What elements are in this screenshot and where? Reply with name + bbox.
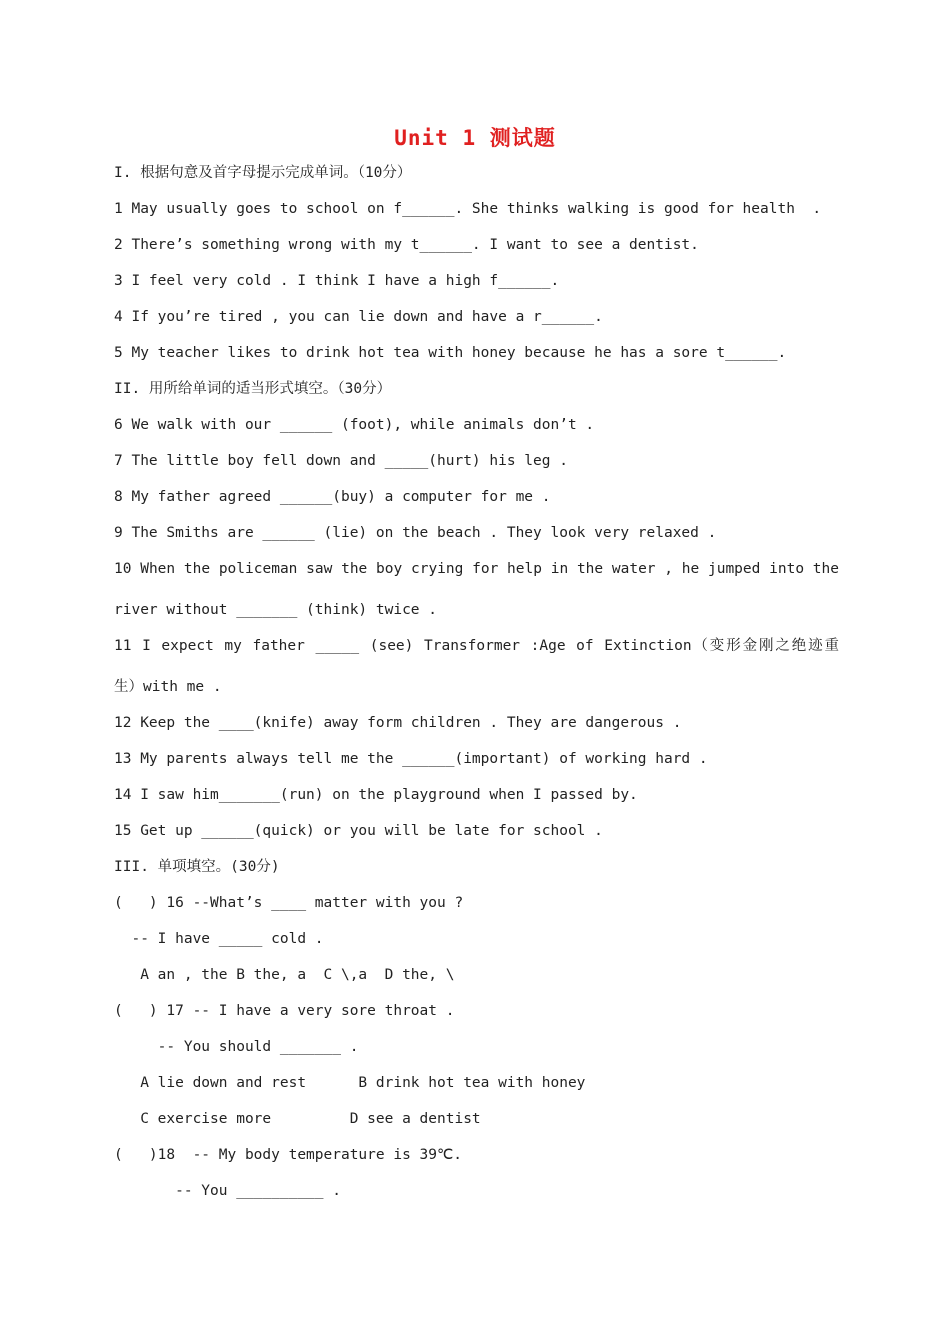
question-2: 2 There’s something wrong with my t______. I want to see a dentist. <box>114 237 699 253</box>
question-12: 12 Keep the ____(knife) away form children . They are dangerous . <box>114 715 682 731</box>
question-17-options-cd: C exercise more D see a dentist <box>114 1111 481 1127</box>
question-18: ( )18 -- My body temperature is 39℃. <box>114 1147 463 1163</box>
question-7: 7 The little boy fell down and _____(hurt) his leg . <box>114 453 568 469</box>
question-10: 10 When the policeman saw the boy crying for help in the water , he jumped into the <box>114 561 839 577</box>
question-17-reply: -- You should _______ . <box>114 1039 359 1055</box>
question-5: 5 My teacher likes to drink hot tea with honey because he has a sore t______. <box>114 345 787 361</box>
section-3-heading: III. 单项填空。(30分) <box>114 859 280 875</box>
question-14: 14 I saw him_______(run) on the playground when I passed by. <box>114 787 638 803</box>
question-15: 15 Get up ______(quick) or you will be late for school . <box>114 823 603 839</box>
question-16-options: A an , the B the, a C \,a D the, \ <box>114 967 455 983</box>
question-8: 8 My father agreed ______(buy) a computer for me . <box>114 489 551 505</box>
question-16-reply: -- I have _____ cold . <box>114 931 324 947</box>
page-title: Unit 1 测试题 <box>394 126 556 150</box>
question-6: 6 We walk with our ______ (foot), while animals don’t . <box>114 417 595 433</box>
section-2-heading: II. 用所给单词的适当形式填空。（30分） <box>114 381 392 397</box>
question-17: ( ) 17 -- I have a very sore throat . <box>114 1003 455 1019</box>
question-18-reply: -- You __________ . <box>114 1183 341 1199</box>
question-1: 1 May usually goes to school on f______. She thinks walking is good for health . <box>114 201 822 217</box>
question-17-options-ab: A lie down and rest B drink hot tea with honey <box>114 1075 586 1091</box>
section-1-heading: I. 根据句意及首字母提示完成单词。（10分） <box>114 165 412 181</box>
question-11: 11 I expect my father _____ (see) Transformer :Age of Extinction（变形金刚之绝迹重 <box>114 638 839 654</box>
question-4: 4 If you’re tired , you can lie down and have a r______. <box>114 309 603 325</box>
question-13: 13 My parents always tell me the ______(important) of working hard . <box>114 751 708 767</box>
question-3: 3 I feel very cold . I think I have a high f______. <box>114 273 560 289</box>
question-9: 9 The Smiths are ______ (lie) on the beach . They look very relaxed . <box>114 525 717 541</box>
question-11-continued: 生）with me . <box>114 679 222 695</box>
question-16: ( ) 16 --What’s ____ matter with you ? <box>114 895 464 911</box>
question-10-continued: river without _______ (think) twice . <box>114 602 438 618</box>
